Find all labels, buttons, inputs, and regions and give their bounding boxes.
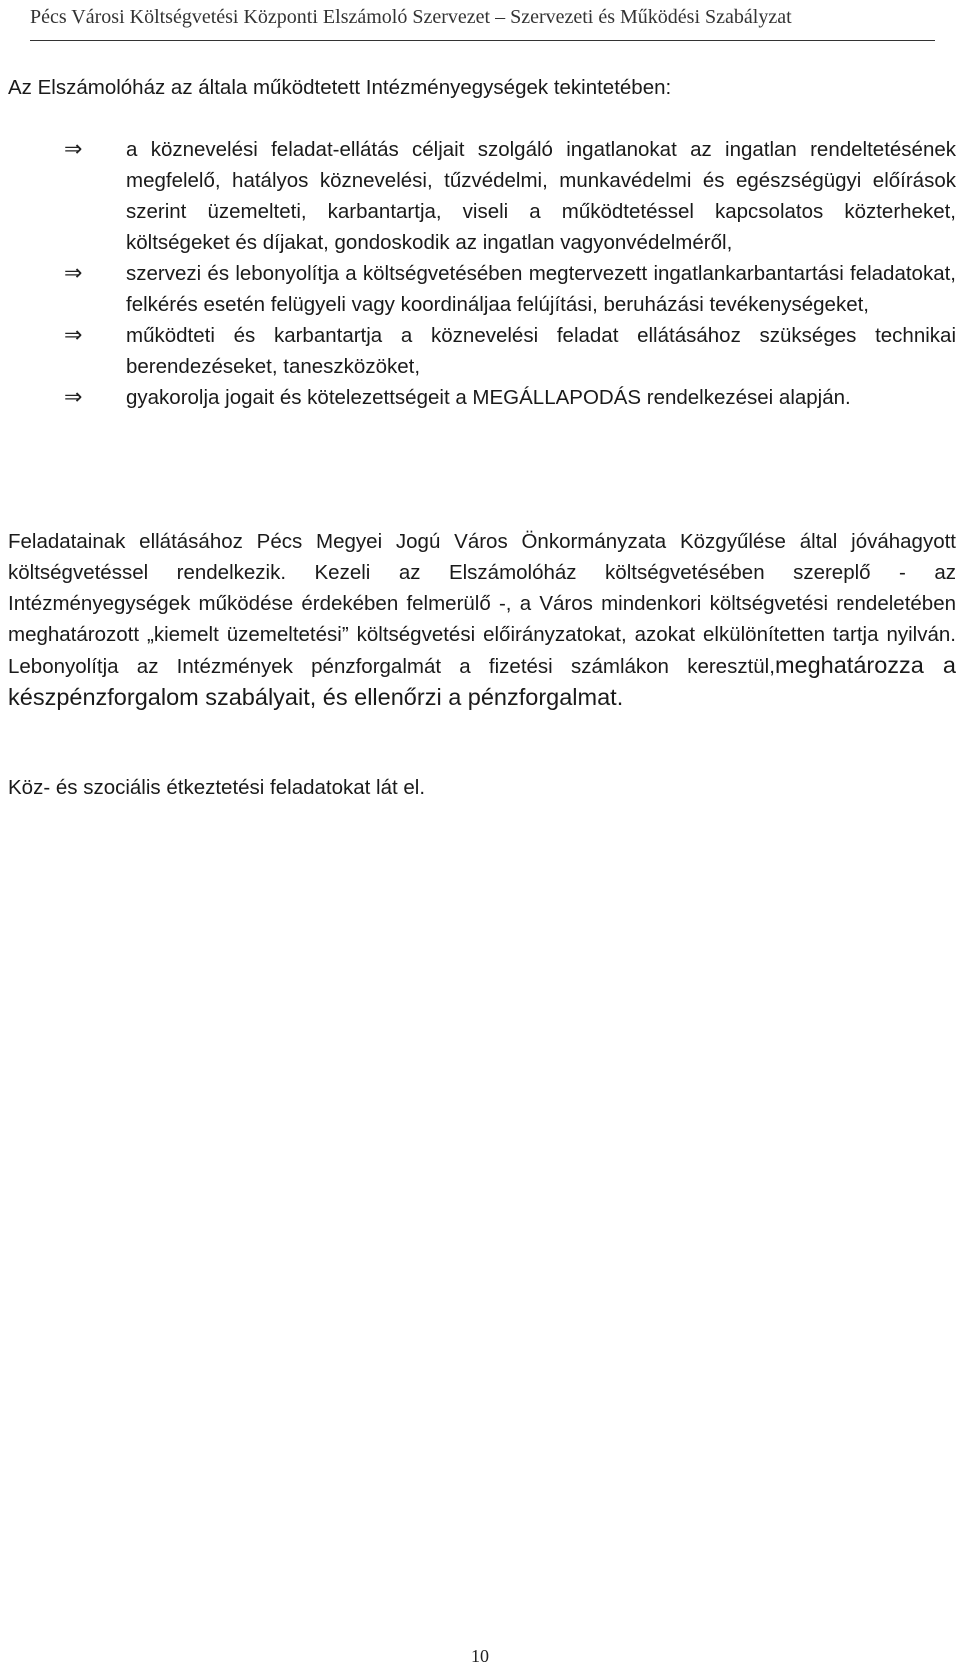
list-item-text: gyakorolja jogait és kötelezettségeit a MEGÁLLAPODÁS rendelkezései alapján.: [126, 386, 851, 409]
closing-text: Köz- és szociális étkeztetési feladatokat lát el.: [8, 776, 426, 799]
paragraph-emphasis: meghatározza a készpénzforgalom szabályait, és ellenőrzi a pénzforgalmat.: [8, 652, 956, 710]
page-header: Pécs Városi Költségvetési Központi Elszámoló Szervezet – Szervezeti és Működési Szabályzat: [30, 2, 935, 41]
intro-text: Az Elszámolóház az általa működtetett Intézményegységek tekintetében:: [8, 76, 672, 99]
page-number: 10: [471, 1646, 489, 1666]
list-item-text: a köznevelési feladat-ellátás céljait szolgáló ingatlanokat az ingatlan rendeltetésének megfelelő, hatályos köznevelési, tűzvédelmi, munkavédelmi és egészségügyi előírások szerint üzemelteti, karbantartja, viseli a működtetéssel kapcsolatos közterheket, költségeket és díjakat, gondoskodik az ingatlan vagyonvédelméről,: [126, 138, 956, 254]
list-item: [8, 320, 956, 382]
double-arrow-right-icon: ⇒: [64, 385, 83, 410]
body-paragraph: [8, 526, 956, 714]
list-item-text: működteti és karbantartja a köznevelési feladat ellátásához szükséges technikai berendezéseket, taneszközöket,: [126, 324, 956, 378]
list-item-text: szervezi és lebonyolítja a költségvetésében megtervezett ingatlankarbantartási feladatokat, felkérés esetén felügyeli vagy koordináljaa felújítási, beruházási tevékenységeket,: [126, 262, 956, 316]
list-item: [8, 134, 956, 258]
list-item: [8, 258, 956, 320]
double-arrow-right-icon: ⇒: [64, 137, 83, 162]
list-item: [8, 382, 956, 413]
double-arrow-right-icon: ⇒: [64, 323, 83, 348]
paragraph-text: Feladatainak ellátásához Pécs Megyei Jogú Város Önkormányzata Közgyűlése által jóváhagyott költségvetéssel rendelkezik. Kezeli az Elszámolóház költségvetésében szereplő - az Intézményegységek működése érdekében felmerülő -, a Város mindenkori költségvetési rendeletében meghatározott „kiemelt üzemeltetési” költségvetési előirányzatokat, azokat elkülönítetten tartja nyilván. Lebonyolítja az Intézmények pénzforgalmát a fizetési számlákon keresztül,: [8, 530, 956, 678]
bullet-list: [8, 134, 956, 413]
double-arrow-right-icon: ⇒: [64, 261, 83, 286]
